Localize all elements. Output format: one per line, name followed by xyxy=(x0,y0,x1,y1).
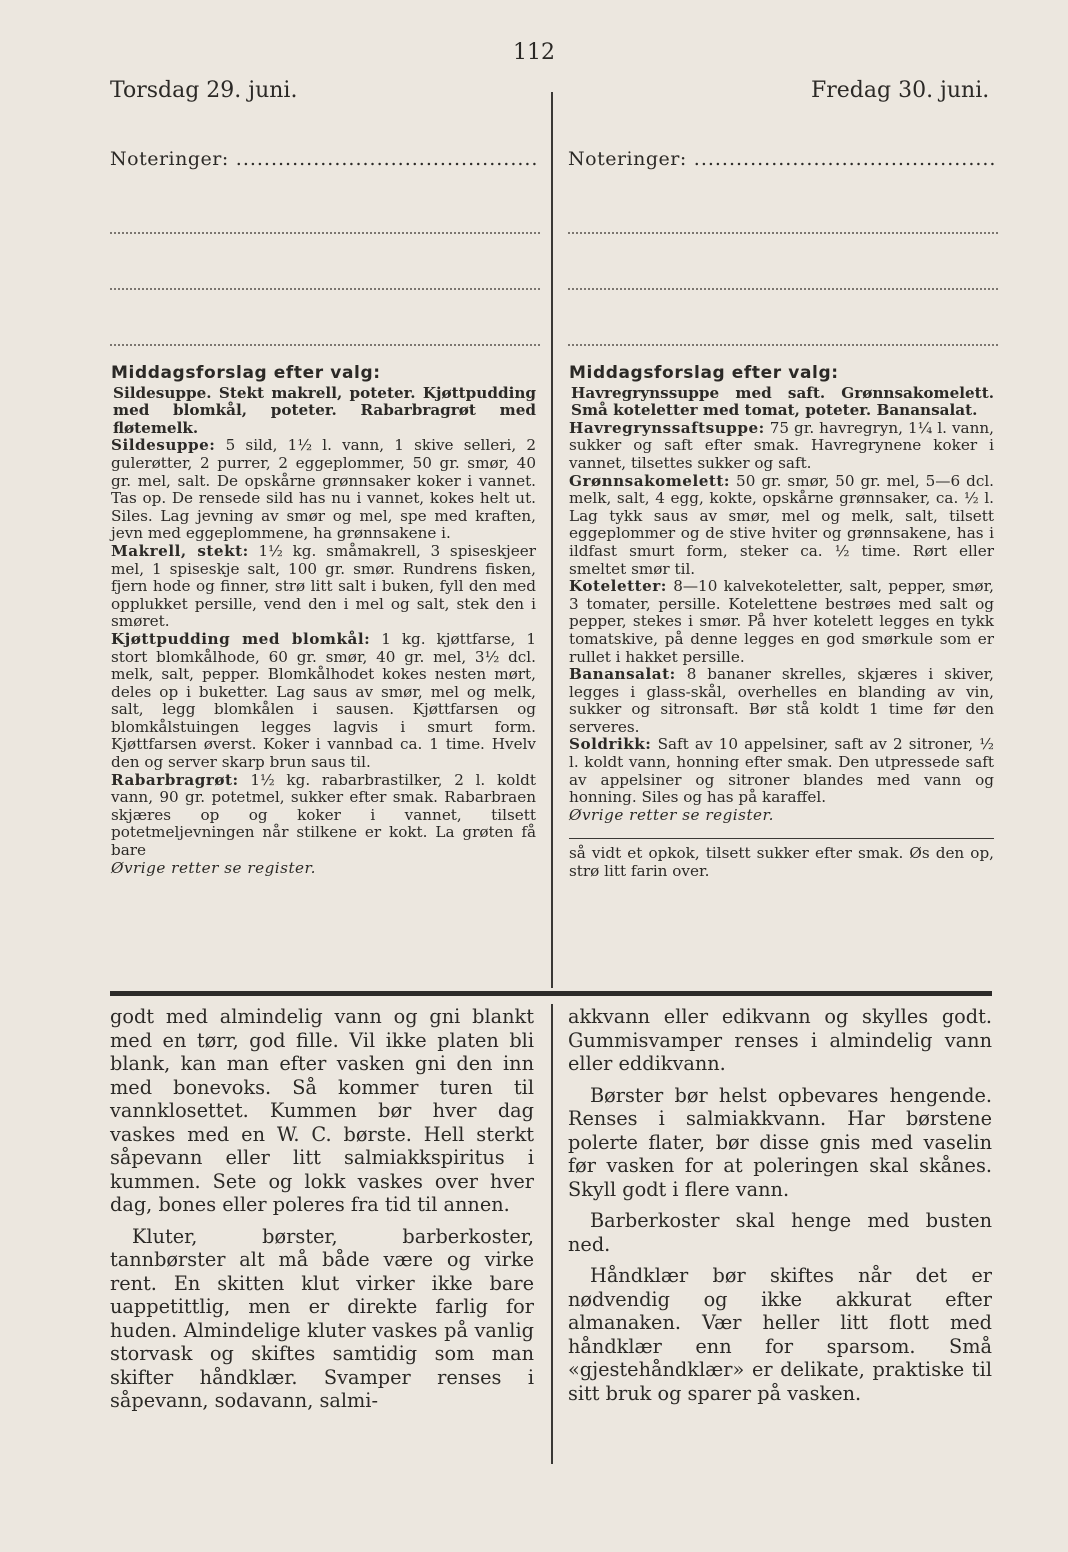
notes-line[interactable] xyxy=(568,290,998,346)
left-menu-heading: Middagsforslag efter valg: xyxy=(111,363,381,383)
left-menu-intro: Sildesuppe. Stekt makrell, poteter. Kjøttpudding med blomkål, poteter. Rabarbragrøt med fløtemelk. xyxy=(113,383,536,437)
recipe-text: 5 sild, 1½ l. vann, 1 skive selleri, 2 gulerøtter, 2 purrer, 2 eggeplommer, 50 gr. smør, 40 gr. mel, salt. De opskårne grønnsaker koker i vannet. Tas op. De rensede sild has nu i vannet, kokes helt ut. Siles. Lag jevning av smør og mel, spe med kraften, jevn med eggeplommene, ha grønnsakene i. xyxy=(111,436,536,543)
left-menu-footer: Øvrige retter se register. xyxy=(111,858,316,877)
recipe-paragraph xyxy=(569,736,994,806)
recipe-paragraph xyxy=(569,473,994,579)
left-notes-area xyxy=(110,148,540,346)
notes-line[interactable] xyxy=(568,234,998,290)
right-menu-intro: Havregrynssuppe med saft. Grønnsakomelett. Små koteletter med tomat, poteter. Banansalat. xyxy=(571,383,994,420)
body-paragraph: godt med almindelig vann og gni blankt med en tørr, god fille. Vil ikke platen bli blank, kan man efter vasken gni den inn med bonevoks. Så kommer turen til vannklosettet. Kummen bør hver dag vaskes med en W. C. børste. Hell sterkt såpevann eller litt salmiakkspiritus i kummen. Sete og lokk vaskes over hver dag, bones eller poleres fra tid til annen. xyxy=(110,1005,534,1216)
right-notes-area xyxy=(568,148,998,346)
body-paragraph: Håndklær bør skiftes når det er nødvendig og ikke akkurat efter almanaken. Vær heller litt flott med håndklær enn for sparsom. Små «gjestehåndklær» er delikate, praktiske til sitt bruk og sparer på vasken. xyxy=(568,1264,992,1405)
recipe-title: Rabarbragrøt: xyxy=(111,770,239,789)
horizontal-divider xyxy=(110,991,992,996)
body-paragraph: akkvann eller edikvann og skylles godt. Gummisvamper renses i almindelig vann eller eddikvann. xyxy=(568,1005,992,1075)
left-menu-section xyxy=(111,365,536,877)
recipe-paragraph xyxy=(569,578,994,666)
notes-line[interactable] xyxy=(110,234,540,290)
center-divider-top xyxy=(551,92,553,988)
recipe-title: Banansalat: xyxy=(569,665,676,684)
continuation-rule xyxy=(569,838,994,839)
recipe-title: Grønnsakomelett: xyxy=(569,471,731,490)
continuation-text: så vidt et opkok, tilsett sukker efter smak. Øs den op, strø litt farin over. xyxy=(569,844,994,881)
recipe-text: 1 kg. kjøttfarse, 1 stort blomkålhode, 60 gr. smør, 40 gr. mel, 3½ dcl. melk, salt, pepper. Blomkålhodet kokes nesten mørt, deles op i buketter. Lag saus av smør, mel og melk, salt, legg blomkålen i sausen. Kjøttfarsen og blomkålstuingen legges lagvis i smurt form. Kjøttfarsen øverst. Koker i vannbad ca. 1 time. Hvelv den og server skarp brun saus til. xyxy=(111,629,536,772)
left-day-date: Torsdag 29. juni. xyxy=(110,78,298,103)
body-paragraph: Børster bør helst opbevares hengende. Renses i salmiakkvann. Har børstene polerte flater, bør disse gnis med vaselin før vasken for at poleringen skal skånes. Skyll godt i flere vann. xyxy=(568,1083,992,1201)
recipe-text: 1½ kg. rabarbrastilker, 2 l. koldt vann, 90 gr. potetmel, sukker efter smak. Rabarbraen skjæres op og koker i vannet, tilsett potetmeljevningen når stilkene er kokt. La grøten få bare xyxy=(111,770,537,860)
recipe-paragraph xyxy=(111,631,536,772)
right-bottom-text xyxy=(568,1005,992,1413)
right-menu-heading: Middagsforslag efter valg: xyxy=(569,363,839,383)
recipe-text: 1½ kg. småmakrell, 3 spiseskjeer mel, 1 spiseskje salt, 100 gr. smør. Rundrens fisken, fjern hode og finner, strø litt salt i buken, fyll den med opplukket persille, vend den i mel og salt, stek den i smøret. xyxy=(111,541,536,631)
recipe-paragraph xyxy=(111,437,536,543)
recipe-text: Saft av 10 appelsiner, saft av 2 sitroner, ½ l. koldt vann, honning efter smak. Den utpressede saft av appelsiner og sitroner blandes med vann og honning. Siles og has på karaffel. xyxy=(569,735,995,807)
page-number: 112 xyxy=(513,40,555,65)
recipe-text: 8—10 kalvekoteletter, salt, pepper, smør, 3 tomater, persille. Kotelettene bestrøes med salt og pepper, stekes i smør. På hver kotelett legges en tykk tomatskive, på denne legges en god smørkule som er rullet i hakket persille. xyxy=(569,577,994,666)
notes-line[interactable] xyxy=(110,170,540,234)
left-bottom-text xyxy=(110,1005,534,1421)
recipe-title: Kjøttpudding med blomkål: xyxy=(111,629,371,648)
recipe-paragraph xyxy=(111,543,536,631)
recipe-paragraph xyxy=(111,772,536,860)
body-paragraph: Barberkoster skal henge med busten ned. xyxy=(568,1209,992,1256)
recipe-title: Soldrikk: xyxy=(569,735,652,754)
notes-line[interactable] xyxy=(568,170,998,234)
body-paragraph: Kluter, børster, barberkoster, tannbørster alt må både være og virke rent. En skitten klut virker ikke bare uappetittlig, men er direkte farlig for huden. Almindelige kluter vaskes på vanlig storvask og skiftes samtidig som man skifter håndklær. Svamper renses i såpevann, sodavann, salmi- xyxy=(110,1224,534,1412)
recipe-title: Koteletter: xyxy=(569,577,667,596)
recipe-title: Makrell, stekt: xyxy=(111,541,249,560)
notes-line[interactable] xyxy=(110,290,540,346)
right-day-date: Fredag 30. juni. xyxy=(811,78,990,103)
recipe-text: 8 bananer skrelles, skjæres i skiver, legges i glass-skål, overhelles en blanding av vin, sukker og sitronsaft. Bør stå koldt 1 time før den serveres. xyxy=(569,665,995,736)
recipe-paragraph xyxy=(569,420,994,473)
left-notes-label: Noteringer: ..... xyxy=(110,148,540,170)
recipe-paragraph xyxy=(569,666,994,736)
right-menu-section xyxy=(569,365,994,881)
recipe-text: 50 gr. smør, 50 gr. mel, 5—6 dcl. melk, salt, 4 egg, kokte, opskårne grønnsaker, ca. ½ l. Lag tykk saus av smør, mel og melk, salt, tilsett eggeplommer og de stive hviter og grønnsakene, has i ildfast smurt form, steker ca. ½ time. Rørt eller smeltet smør til. xyxy=(569,471,995,578)
recipe-title: Havregrynssaftsuppe: xyxy=(569,418,765,437)
recipe-title: Sildesuppe: xyxy=(111,436,216,455)
right-menu-footer: Øvrige retter se register. xyxy=(569,805,774,824)
recipe-text: 75 gr. havregryn, 1¼ l. vann, sukker og saft efter smak. Havregrynene koker i vannet, tilsettes sukker og saft. xyxy=(569,418,994,472)
center-divider-bottom xyxy=(551,1004,553,1464)
right-notes-label: Noteringer: ..... xyxy=(568,148,998,170)
